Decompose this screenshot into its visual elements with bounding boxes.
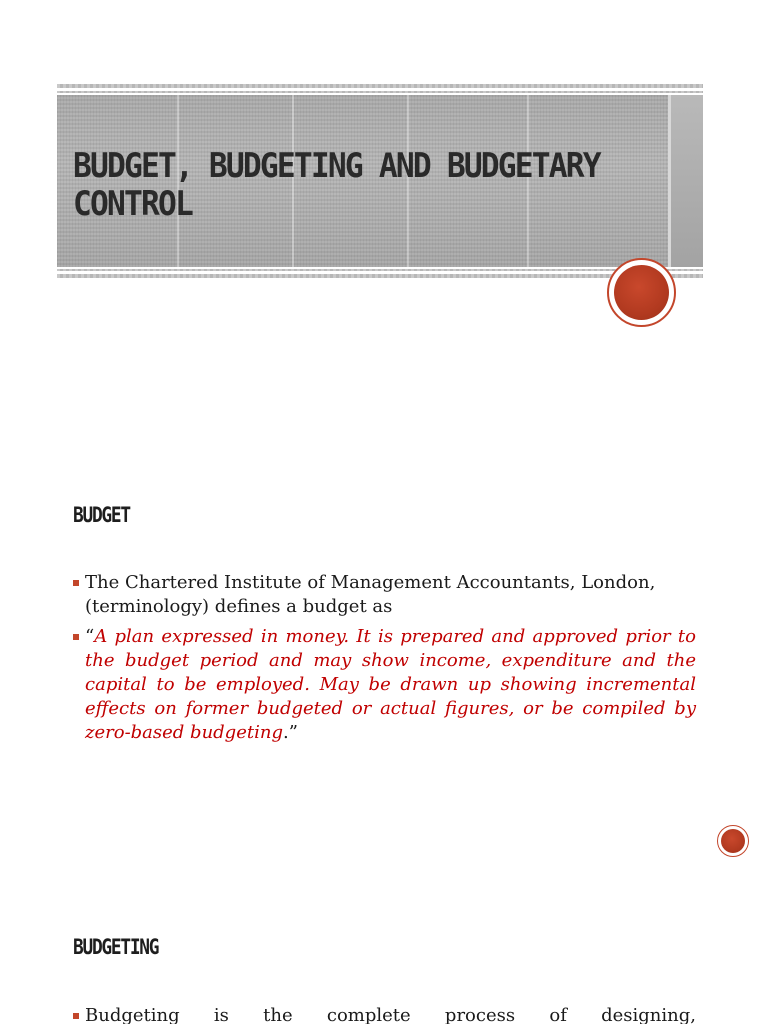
- bullet-budget-definition-quote: [73, 625, 696, 745]
- decorative-circle-small: [717, 825, 749, 857]
- banner-texture: [57, 95, 703, 267]
- bullet-text: Budgeting is the complete process of designing,: [85, 1005, 696, 1024]
- banner-top-stripe-thin: [57, 91, 703, 93]
- quote-text: A plan expressed in money. It is prepared and approved prior to the budget period and may show income, expenditure and the capital to be employed. May be drawn up showing incremental effects on former budgeted or actual figures, or be compiled by zero-based budgeting: [85, 626, 696, 743]
- open-quote: “: [85, 626, 95, 647]
- bullet-marker: [73, 580, 79, 586]
- title-banner: [57, 84, 703, 278]
- bullet-marker: [73, 634, 79, 640]
- banner-right-panel: [668, 95, 703, 267]
- banner-bottom-stripe: [57, 274, 703, 278]
- banner-bottom-stripe-thin: [57, 269, 703, 271]
- slide-title: BUDGET, BUDGETING AND BUDGETARY CONTROL: [73, 146, 600, 224]
- section-heading-budget: BUDGET: [73, 503, 130, 527]
- bullet-budgeting-definition: [73, 1004, 696, 1024]
- decorative-circle-large: [607, 258, 676, 327]
- bullet-cima-definition-intro: [73, 571, 696, 619]
- bullet-marker: [73, 1013, 79, 1019]
- bullet-text: The Chartered Institute of Management Accountants, London, (terminology) defines a budget as: [85, 572, 656, 617]
- banner-top-stripe: [57, 84, 703, 88]
- section-heading-budgeting: BUDGETING: [73, 935, 159, 959]
- close-quote: .”: [282, 722, 298, 743]
